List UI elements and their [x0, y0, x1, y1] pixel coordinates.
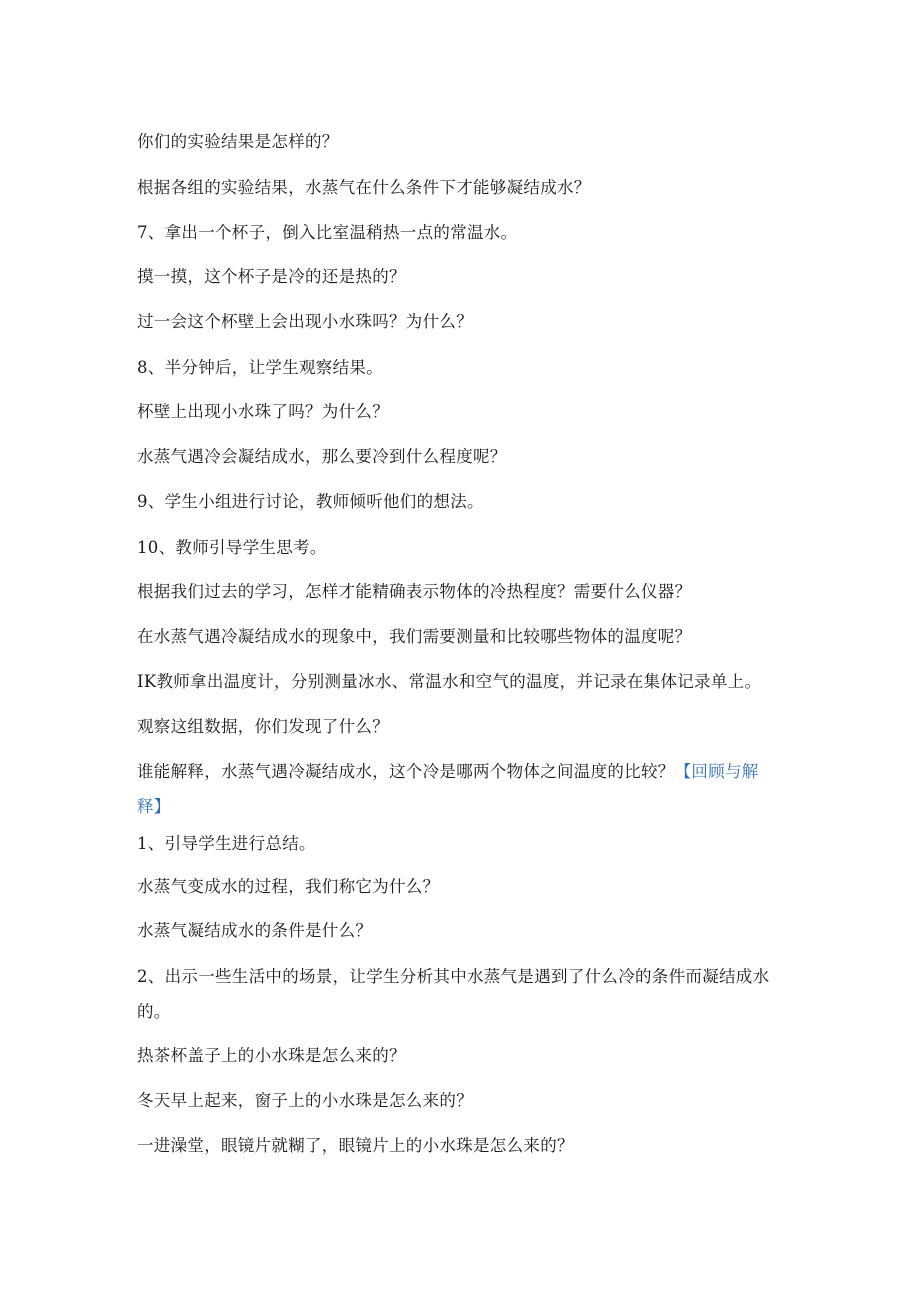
section-heading-part1: 【回顾与解: [674, 762, 759, 781]
text-line: 的。: [137, 1002, 171, 1021]
text-line: 7、拿出一个杯子，倒入比室温稍热一点的常温水。: [137, 223, 518, 242]
text-line: 根据我们过去的学习，怎样才能精确表示物体的冷热程度？需要什么仪器？: [137, 582, 692, 601]
text-line: 10、教师引导学生思考。: [137, 538, 327, 557]
text-line: 过一会这个杯壁上会出现小水珠吗？为什么？: [137, 312, 473, 331]
text-line: 2、出示一些生活中的场景，让学生分析其中水蒸气是遇到了什么冷的条件而凝结成水: [137, 967, 770, 986]
text-line: 热茶杯盖子上的小水珠是怎么来的？: [137, 1046, 406, 1065]
section-heading-part2: 释】: [137, 797, 171, 816]
text-line: 冬天早上起来，窗子上的小水珠是怎么来的？: [137, 1091, 473, 1110]
text-line: 9、学生小组进行讨论，教师倾听他们的想法。: [137, 492, 484, 511]
text-line: 观察这组数据，你们发现了什么？: [137, 717, 389, 736]
text-line: 水蒸气凝结成水的条件是什么？: [137, 921, 373, 940]
text-line: 摸一摸，这个杯子是冷的还是热的？: [137, 267, 406, 286]
text-line: 8、半分钟后，让学生观察结果。: [137, 358, 383, 377]
text-line: 杯壁上出现小水珠了吗？为什么？: [137, 402, 389, 421]
text-line: 你们的实验结果是怎样的？: [137, 132, 339, 151]
text-line: 水蒸气遇冷会凝结成水，那么要冷到什么程度呢？: [137, 447, 507, 466]
text-line: 在水蒸气遇冷凝结成水的现象中，我们需要测量和比较哪些物体的温度呢？: [137, 627, 692, 646]
text-line: 一进澡堂，眼镜片就糊了，眼镜片上的小水珠是怎么来的？: [137, 1136, 574, 1155]
text-line: 1、引导学生进行总结。: [137, 834, 316, 853]
text-line: [137, 761, 787, 783]
question-text: 谁能解释，水蒸气遇冷凝结成水，这个冷是哪两个物体之间温度的比较？: [137, 762, 675, 781]
text-line: IK教师拿出温度计，分别测量冰水、常温水和空气的温度，并记录在集体记录单上。: [137, 672, 762, 691]
text-line: 水蒸气变成水的过程，我们称它为什么？: [137, 877, 440, 896]
text-line: 根据各组的实验结果，水蒸气在什么条件下才能够凝结成水？: [137, 178, 591, 197]
